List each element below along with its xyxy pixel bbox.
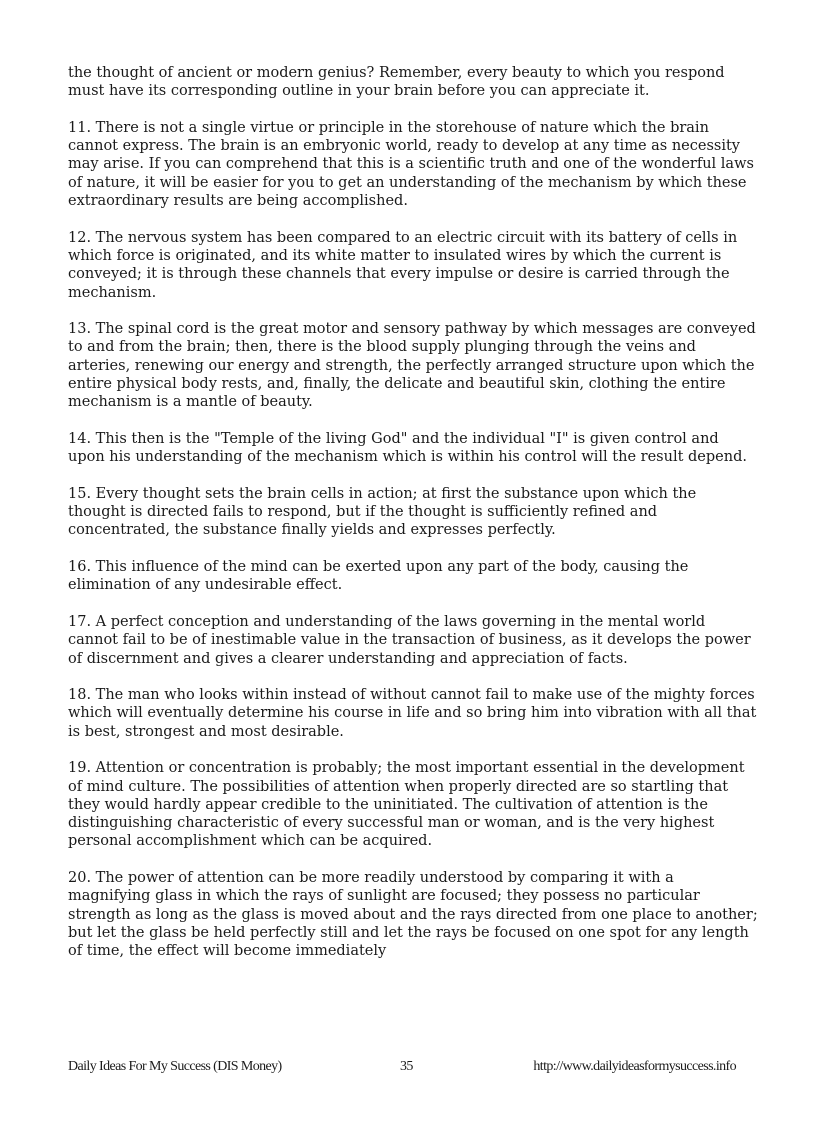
footer-title: Daily Ideas For My Success (DIS Money) [68,1059,282,1074]
paragraph-17: 17. A perfect conception and understanding of the laws governing in the mental world cannot fail to be of inestimable value in the transaction of business, as it develops the power of discernment and gives a clearer understanding and appreciation of facts. [68,613,751,667]
page-number: 35 [400,1059,413,1074]
document-body [68,64,758,979]
footer-url[interactable]: http://www.dailyideasformysuccess.info [533,1059,736,1074]
paragraph-11: 11. There is not a single virtue or principle in the storehouse of nature which the brain cannot express. The brain is an embryonic world, ready to develop at any time as necessity may arise. If you can comprehend that this is a scientific truth and one of the wonderful laws of nature, it will be easier for you to get an understanding of the mechanism by which these extraordinary results are being accomplished. [68,119,754,210]
paragraph-13: 13. The spinal cord is the great motor and sensory pathway by which messages are conveyed to and from the brain; then, there is the blood supply plunging through the veins and arteries, renewing our energy and strength, the perfectly arranged structure upon which the entire physical body rests, and, finally, the delicate and beautiful skin, clothing the entire mechanism is a mantle of beauty. [68,321,756,411]
paragraph-14: 14. This then is the "Temple of the living God" and the individual "I" is given control and upon his understanding of the mechanism which is within his control will the result depend. [68,430,747,466]
paragraph-16: 16. This influence of the mind can be exerted upon any part of the body, causing the elimination of any undesirable effect. [68,559,689,594]
paragraph-12: 12. The nervous system has been compared to an electric circuit with its battery of cells in which force is originated, and its white matter to insulated wires by which the current is conveyed; it is through these channels that every impulse or desire is carried through the mechanism. [68,229,738,301]
paragraph-15: 15. Every thought sets the brain cells in action; at first the substance upon which the thought is directed fails to respond, but if the thought is sufficiently refined and concentrated, the substance finally yields and expresses perfectly. [68,485,697,539]
paragraph-19: 19. Attention or concentration is probably; the most important essential in the development of mind culture. The possibilities of attention when properly directed are so startling that they would hardly appear credible to the uninitiated. The cultivation of attention is the distinguishing characteristic of every successful man or woman, and is the very highest personal accomplishment which can be acquired. [68,760,745,850]
paragraph-20: 20. The power of attention can be more readily understood by comparing it with a magnifying glass in which the rays of sunlight are focused; they possess no particular strength as long as the glass is moved about and the rays directed from one place to another; but let the glass be held perfectly still and let the rays be focused on one spot for any length of time, the effect will become immediately [68,870,758,960]
paragraph-18: 18. The man who looks within instead of without cannot fail to make use of the mighty forces which will eventually determine his course in life and so bring him into vibration with all that is best, strongest and most desirable. [68,687,757,740]
paragraph-continuation: the thought of ancient or modern genius? Remember, every beauty to which you respond must have its corresponding outline in your brain before you can appreciate it. [68,65,725,100]
